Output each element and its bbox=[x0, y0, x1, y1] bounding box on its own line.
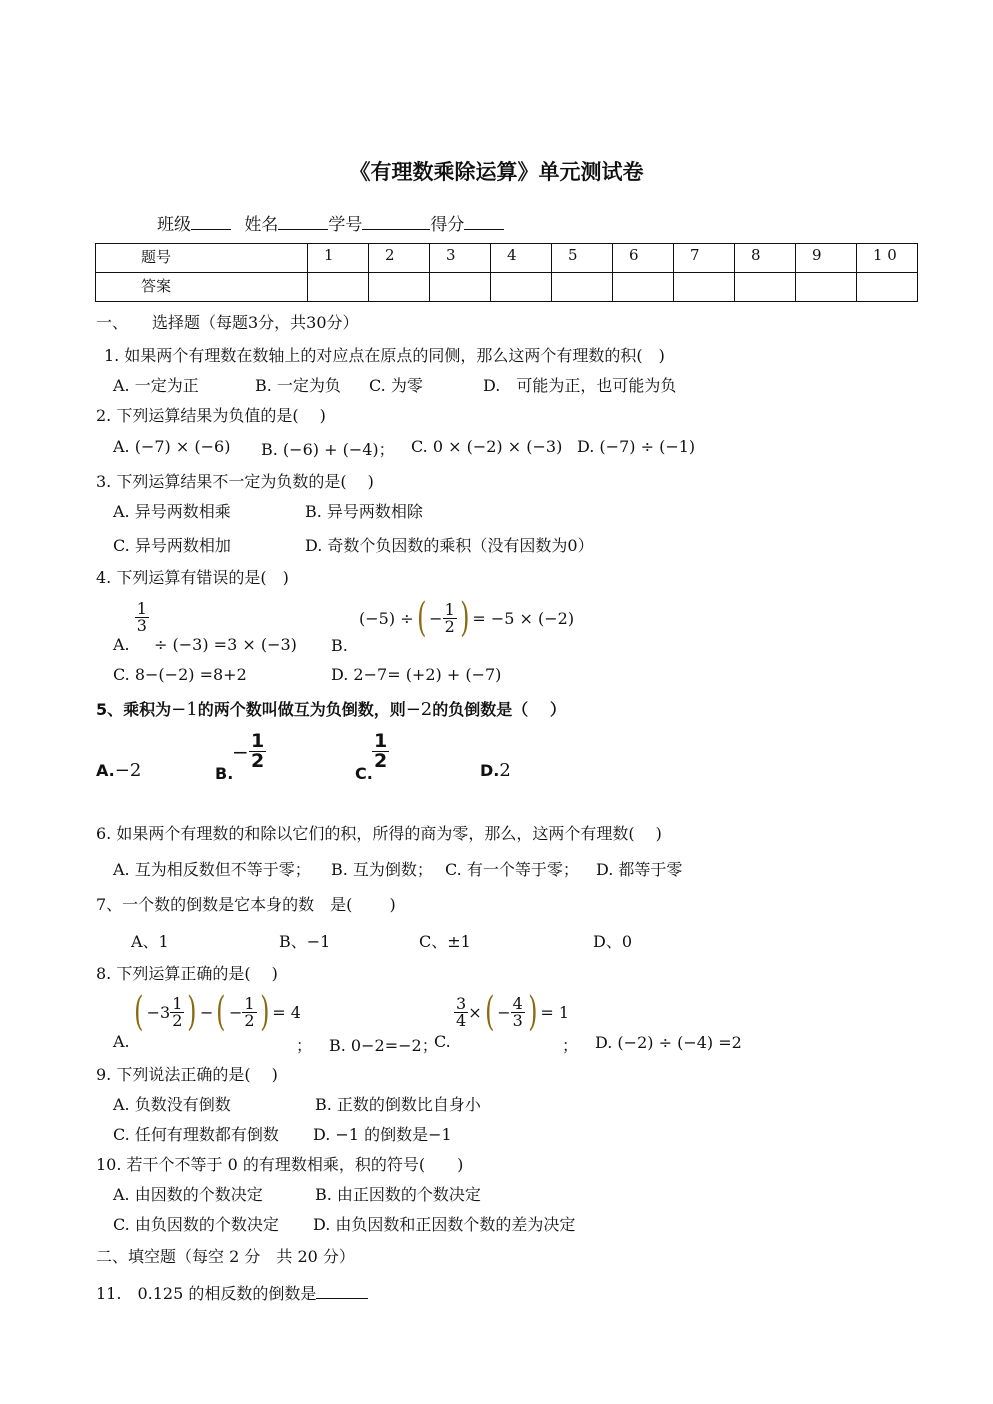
question-5 bbox=[96, 697, 566, 720]
question-2: 2. 下列运算结果为负值的是( ) bbox=[96, 406, 326, 425]
q3-option-b: B. 异号两数相除 bbox=[305, 502, 423, 521]
q6-option-c: C. 有一个等于零； bbox=[445, 860, 579, 879]
q8-c-semicolon: ； bbox=[562, 1036, 579, 1055]
name-label: 姓名 bbox=[244, 215, 279, 235]
fraction-denominator: 3 bbox=[136, 616, 147, 635]
table-cell: 6 bbox=[613, 244, 674, 273]
q4-a-fraction bbox=[135, 601, 149, 634]
fraction-numerator: 1 bbox=[444, 599, 455, 619]
math-text: = −5 × (−2) bbox=[472, 608, 575, 628]
q11-text: 11. 0.125 的相反数的倒数是 bbox=[96, 1284, 317, 1303]
q8-a-math bbox=[131, 989, 301, 1035]
q8-a-fraction-1 bbox=[170, 993, 184, 1030]
fraction-numerator: 4 bbox=[512, 993, 523, 1013]
fraction-numerator: 1 bbox=[172, 993, 183, 1013]
number-label: 学号 bbox=[328, 215, 363, 235]
table-row bbox=[96, 273, 918, 302]
q5-number: −1 bbox=[171, 699, 198, 720]
q2-option-c: C. 0 × (−2) × (−3) bbox=[411, 437, 563, 456]
q4-a-label: A. bbox=[113, 635, 130, 654]
question-6: 6. 如果两个有理数的和除以它们的积，所得的商为零，那么，这两个有理数( ) bbox=[96, 824, 662, 843]
answer-cell[interactable] bbox=[674, 273, 735, 302]
fraction-numerator: 3 bbox=[456, 993, 467, 1013]
student-info bbox=[157, 210, 504, 235]
math-text: (−5) ÷ bbox=[359, 608, 414, 628]
score-blank[interactable] bbox=[464, 215, 504, 230]
table-cell: 9 bbox=[796, 244, 857, 273]
math-text: −3 bbox=[146, 1002, 171, 1022]
table-cell: 5 bbox=[552, 244, 613, 273]
answer-cell[interactable] bbox=[430, 273, 491, 302]
table-cell: 2 bbox=[369, 244, 430, 273]
section-2-heading: 二、填空题（每空 2 分 共 20 分） bbox=[96, 1247, 355, 1266]
math-minus: − bbox=[200, 1002, 214, 1022]
question-8: 8. 下列运算正确的是( ) bbox=[96, 964, 278, 983]
left-paren-icon: ( bbox=[134, 989, 144, 1035]
q4-b-fraction bbox=[443, 599, 457, 636]
math-minus: − bbox=[229, 1002, 243, 1022]
q10-option-a: A. 由因数的个数决定 bbox=[113, 1185, 263, 1204]
answer-cell[interactable] bbox=[552, 273, 613, 302]
q9-option-d: D. −1 的倒数是−1 bbox=[313, 1125, 452, 1144]
q9-option-a: A. 负数没有倒数 bbox=[113, 1095, 231, 1114]
question-4: 4. 下列运算有错误的是( ) bbox=[96, 568, 289, 587]
q8-option-a bbox=[113, 989, 323, 1052]
class-label: 班级 bbox=[157, 215, 191, 235]
table-cell: 7 bbox=[674, 244, 735, 273]
class-blank[interactable] bbox=[191, 215, 231, 230]
q1-option-a: A. 一定为正 bbox=[113, 376, 199, 395]
answer-cell[interactable] bbox=[857, 273, 918, 302]
question-7: 7、一个数的倒数是它本身的数 是( ) bbox=[96, 895, 396, 914]
right-paren-icon: ) bbox=[527, 989, 538, 1035]
q8-c-math bbox=[454, 989, 570, 1035]
left-paren-icon: ( bbox=[216, 989, 226, 1035]
q2-option-a: A. (−7) × (−6) bbox=[113, 437, 231, 456]
table-cell: 3 bbox=[430, 244, 491, 273]
q4-option-b bbox=[331, 595, 575, 655]
option-value: 2 bbox=[499, 760, 511, 781]
q5-text: 的两个数叫做互为负倒数，则 bbox=[197, 700, 406, 719]
left-paren-icon: ( bbox=[416, 595, 427, 641]
fraction-numerator: 1 bbox=[136, 599, 147, 618]
fraction-denominator: 4 bbox=[456, 1010, 467, 1030]
q1-option-c: C. 为零 bbox=[369, 376, 423, 395]
row-label-number: 题号 bbox=[96, 244, 308, 273]
question-10: 10. 若干个不等于 0 的有理数相乘，积的符号( ) bbox=[96, 1155, 464, 1174]
q8-option-b: B. 0−2=−2； bbox=[329, 1036, 438, 1055]
q10-option-c: C. 由负因数的个数决定 bbox=[113, 1215, 279, 1234]
row-label-answer: 答案 bbox=[96, 273, 308, 302]
q8-c-fraction-2 bbox=[511, 993, 525, 1030]
q10-option-b: B. 由正因数的个数决定 bbox=[315, 1185, 481, 1204]
table-cell: 4 bbox=[491, 244, 552, 273]
q4-a-expression: ÷ (−3) =3 × (−3) bbox=[154, 635, 297, 654]
option-label: C. bbox=[355, 764, 373, 783]
right-paren-icon: ) bbox=[259, 989, 270, 1035]
q6-option-b: B. 互为倒数； bbox=[331, 860, 433, 879]
fraction-denominator: 3 bbox=[512, 1010, 523, 1030]
q8-option-c bbox=[434, 989, 574, 1052]
fraction-numerator: 1 bbox=[244, 993, 255, 1013]
q7-option-b: B、−1 bbox=[279, 932, 331, 951]
math-minus: − bbox=[429, 608, 443, 628]
table-row bbox=[96, 244, 918, 273]
answer-cell[interactable] bbox=[369, 273, 430, 302]
q5-option-a bbox=[96, 760, 141, 781]
q5-b-fraction bbox=[249, 732, 266, 771]
number-blank[interactable] bbox=[362, 215, 430, 230]
page-title: 《有理数乘除运算》单元测试卷 bbox=[349, 160, 644, 184]
q5-option-b bbox=[215, 730, 265, 783]
q5-option-d bbox=[480, 760, 511, 781]
answer-cell[interactable] bbox=[796, 273, 857, 302]
fraction-denominator: 2 bbox=[244, 1010, 255, 1030]
section-1-heading: 一、 选择题（每题3分，共30分） bbox=[96, 313, 359, 332]
fraction-denominator: 2 bbox=[444, 616, 455, 636]
fraction-denominator: 2 bbox=[251, 750, 265, 772]
answer-cell[interactable] bbox=[613, 273, 674, 302]
q3-option-a: A. 异号两数相乘 bbox=[113, 502, 231, 521]
q9-option-b: B. 正数的倒数比自身小 bbox=[315, 1095, 481, 1114]
answer-cell[interactable] bbox=[491, 273, 552, 302]
table-cell: 8 bbox=[735, 244, 796, 273]
q4-option-a bbox=[113, 601, 297, 654]
right-paren-icon: ) bbox=[459, 595, 470, 641]
q4-option-c: C. 8−(−2) =8+2 bbox=[113, 665, 247, 684]
question-11 bbox=[96, 1281, 368, 1304]
math-text: = 1 bbox=[540, 1002, 570, 1022]
math-minus: − bbox=[232, 740, 249, 764]
score-label: 得分 bbox=[430, 215, 465, 235]
fraction-numerator: 1 bbox=[374, 730, 388, 752]
math-text: = 4 bbox=[272, 1002, 301, 1022]
q4-option-d: D. 2−7= (+2) + (−7) bbox=[331, 665, 502, 684]
q2-option-d: D. (−7) ÷ (−1) bbox=[577, 437, 696, 456]
option-label: A. bbox=[96, 761, 115, 780]
fraction-denominator: 2 bbox=[374, 750, 388, 772]
fraction-denominator: 2 bbox=[172, 1010, 183, 1030]
q1-option-b: B. 一定为负 bbox=[255, 376, 341, 395]
option-label: A. bbox=[113, 1032, 130, 1051]
q8-a-fraction-2 bbox=[242, 993, 256, 1030]
q8-c-fraction-1 bbox=[454, 993, 468, 1030]
q5-text: 5、乘积为 bbox=[96, 700, 172, 719]
answer-table bbox=[95, 243, 918, 302]
table-cell: 1 0 bbox=[857, 244, 918, 273]
option-value: −2 bbox=[114, 760, 142, 781]
q10-option-d: D. 由负因数和正因数个数的差为决定 bbox=[313, 1215, 576, 1234]
left-paren-icon: ( bbox=[484, 989, 495, 1035]
q8-a-semicolon: ； bbox=[296, 1036, 313, 1055]
option-label: D. bbox=[480, 761, 500, 780]
answer-cell[interactable] bbox=[735, 273, 796, 302]
name-blank[interactable] bbox=[278, 215, 328, 230]
q4-b-math bbox=[359, 595, 575, 641]
q5-text: 的负倒数是（ ） bbox=[432, 700, 566, 719]
answer-cell[interactable] bbox=[308, 273, 369, 302]
table-cell: 1 bbox=[308, 244, 369, 273]
math-minus: − bbox=[497, 1002, 511, 1022]
q3-option-d: D. 奇数个负因数的乘积（没有因数为0） bbox=[305, 536, 594, 555]
fraction-numerator: 1 bbox=[251, 730, 265, 752]
option-label: B. bbox=[215, 764, 234, 783]
q7-option-a: A、1 bbox=[131, 932, 169, 951]
q5-number: −2 bbox=[405, 699, 433, 720]
q6-option-a: A. 互为相反数但不等于零； bbox=[113, 860, 311, 879]
right-paren-icon: ) bbox=[187, 989, 197, 1035]
q7-option-c: C、±1 bbox=[419, 932, 471, 951]
q6-option-d: D. 都等于零 bbox=[596, 860, 683, 879]
q7-option-d: D、0 bbox=[593, 932, 633, 951]
question-9: 9. 下列说法正确的是( ) bbox=[96, 1065, 278, 1084]
q4-b-label: B. bbox=[331, 636, 348, 655]
q1-option-d: D. 可能为正，也可能为负 bbox=[483, 376, 677, 395]
q5-option-c bbox=[355, 730, 388, 783]
option-label: C. bbox=[434, 1032, 451, 1051]
math-times: × bbox=[468, 1002, 482, 1022]
q11-answer-blank[interactable] bbox=[316, 1284, 368, 1299]
q3-option-c: C. 异号两数相加 bbox=[113, 536, 231, 555]
q8-option-d: D. (−2) ÷ (−4) =2 bbox=[595, 1033, 742, 1052]
q5-c-fraction bbox=[372, 732, 389, 771]
question-3: 3. 下列运算结果不一定为负数的是( ) bbox=[96, 472, 374, 491]
q2-option-b: B. (−6) + (−4)； bbox=[261, 440, 395, 459]
question-1: 1. 如果两个有理数在数轴上的对应点在原点的同侧，那么这两个有理数的积( ) bbox=[104, 346, 665, 365]
q9-option-c: C. 任何有理数都有倒数 bbox=[113, 1125, 279, 1144]
